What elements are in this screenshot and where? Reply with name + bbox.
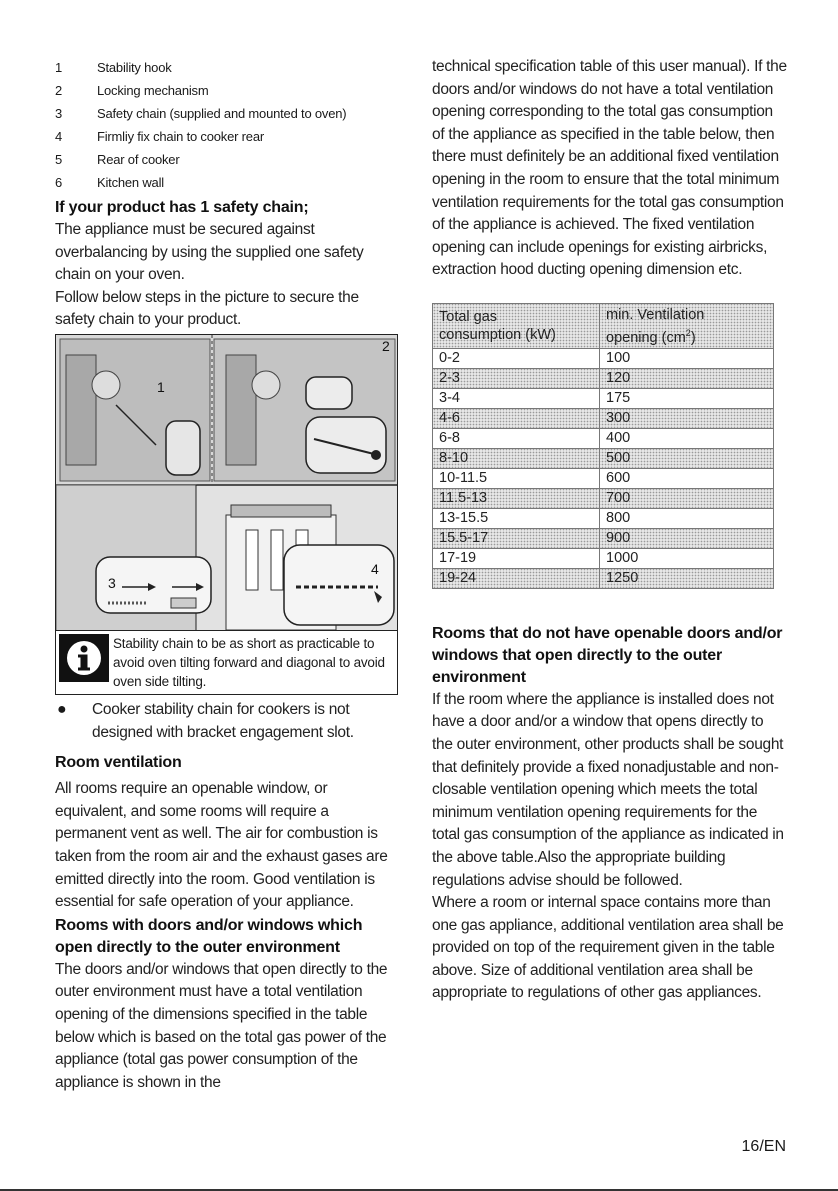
header-total-gas: Total gas consumption (kW) xyxy=(433,303,600,348)
table-row: 19-24 1250 xyxy=(433,568,774,588)
room-ventilation-heading: Room ventilation xyxy=(55,754,182,772)
table-row: 0-2 100 xyxy=(433,348,774,368)
info-icon xyxy=(59,634,109,682)
page-number: 16/EN xyxy=(741,1138,786,1155)
parts-list xyxy=(55,56,400,194)
table-row: 3-4 175 xyxy=(433,388,774,408)
table-row: 6-8 400 xyxy=(433,428,774,448)
table-row: 2-3 120 xyxy=(433,368,774,388)
rooms-without-doors-para1: If the room where the appliance is installed does not have a door and/or a window that opens directly to the outer environment, other products shall be sought that definitely provide a fixed nonadjustable and non-closable ventilation opening which meets the total minimum ventilation opening requirements for the total gas consumption of the appliance as indicated in the above table.Also the appropriate building regulations advise should be followed. xyxy=(432,690,784,889)
table-row: 17-19 1000 xyxy=(433,548,774,568)
figure-label-3: 3 xyxy=(108,574,116,591)
figure-label-4: 4 xyxy=(371,560,379,577)
list-item: 4 Firmliy fix chain to cooker rear xyxy=(55,129,264,144)
single-chain-para1: The appliance must be secured against overbalancing by using the supplied one safety chain on your oven. xyxy=(55,221,364,284)
room-ventilation-text: All rooms require an openable window, or equivalent, and some rooms will require a permanent vent as well. The air for combustion is taken from the room air and the exhaust gases are emitted directly into the room. Good ventilation is essential for safe operation of your appliance. xyxy=(55,780,388,911)
list-item: 5 Rear of cooker xyxy=(55,152,180,167)
info-note xyxy=(55,631,398,695)
single-chain-heading: If your product has 1 safety chain; xyxy=(55,199,309,216)
bullet-dot-icon: ● xyxy=(57,700,67,718)
bullet-text: Cooker stability chain for cookers is not designed with bracket engagement slot. xyxy=(92,700,354,741)
safety-chain-illustration xyxy=(55,334,398,631)
table-header-row xyxy=(433,303,774,348)
single-chain-para2: Follow below steps in the picture to secure the safety chain to your product. xyxy=(55,288,359,329)
table-row: 8-10 500 xyxy=(433,448,774,468)
list-item: 6 Kitchen wall xyxy=(55,175,164,190)
bullet-item xyxy=(55,699,400,744)
left-column xyxy=(55,56,400,1094)
rooms-with-doors-heading: Rooms with doors and/or windows which open directly to the outer environment xyxy=(55,916,363,956)
rooms-without-doors-para2: Where a room or internal space contains more than one gas appliance, additional ventilation area shall be provided on top of the requirement given in the table above. Size of additional ventilation area shall be appropriate to regulations of other gas appliances. xyxy=(432,894,784,1002)
list-item: 1 Stability hook xyxy=(55,60,172,75)
table-row: 11.5-13 700 xyxy=(433,488,774,508)
right-column xyxy=(432,56,787,1005)
ventilation-table xyxy=(432,303,774,589)
list-item: 3 Safety chain (supplied and mounted to oven) xyxy=(55,106,347,121)
table-row: 15.5-17 900 xyxy=(433,528,774,548)
right-intro-text: technical specification table of this user manual). If the doors and/or windows do not have a total ventilation opening corresponding to the total gas consumption of the appliance as specified in the table below, then there must definitely be an additional fixed ventilation opening in the room to ensure that the total minimum ventilation requirements for the total gas consumption of the appliance is achieved. The fixed ventilation opening can include openings for existing airbricks, extraction hood ducting opening dimension etc. xyxy=(432,58,787,279)
table-row: 13-15.5 800 xyxy=(433,508,774,528)
rooms-without-doors-heading: Rooms that do not have openable doors and/or windows that open directly to the outer environment xyxy=(432,624,783,686)
figure-label-2: 2 xyxy=(382,337,390,354)
rooms-with-doors-text: The doors and/or windows that open directly to the outer environment must have a total ventilation opening of the dimensions specified in the table below which is based on the total gas power of the appliance (total gas power consumption of the appliance is shown in the xyxy=(55,960,388,1091)
table-row: 4-6 300 xyxy=(433,408,774,428)
header-min-ventilation: min. Ventilation opening $(cm^2)$ xyxy=(600,303,774,348)
list-item: 2 Locking mechanism xyxy=(55,83,209,98)
note-text: Stability chain to be as short as practicable to avoid oven tilting forward and diagonal to avoid oven side tilting. xyxy=(113,635,385,689)
figure-label-1: 1 xyxy=(157,378,165,395)
table-row: 10-11.5 600 xyxy=(433,468,774,488)
